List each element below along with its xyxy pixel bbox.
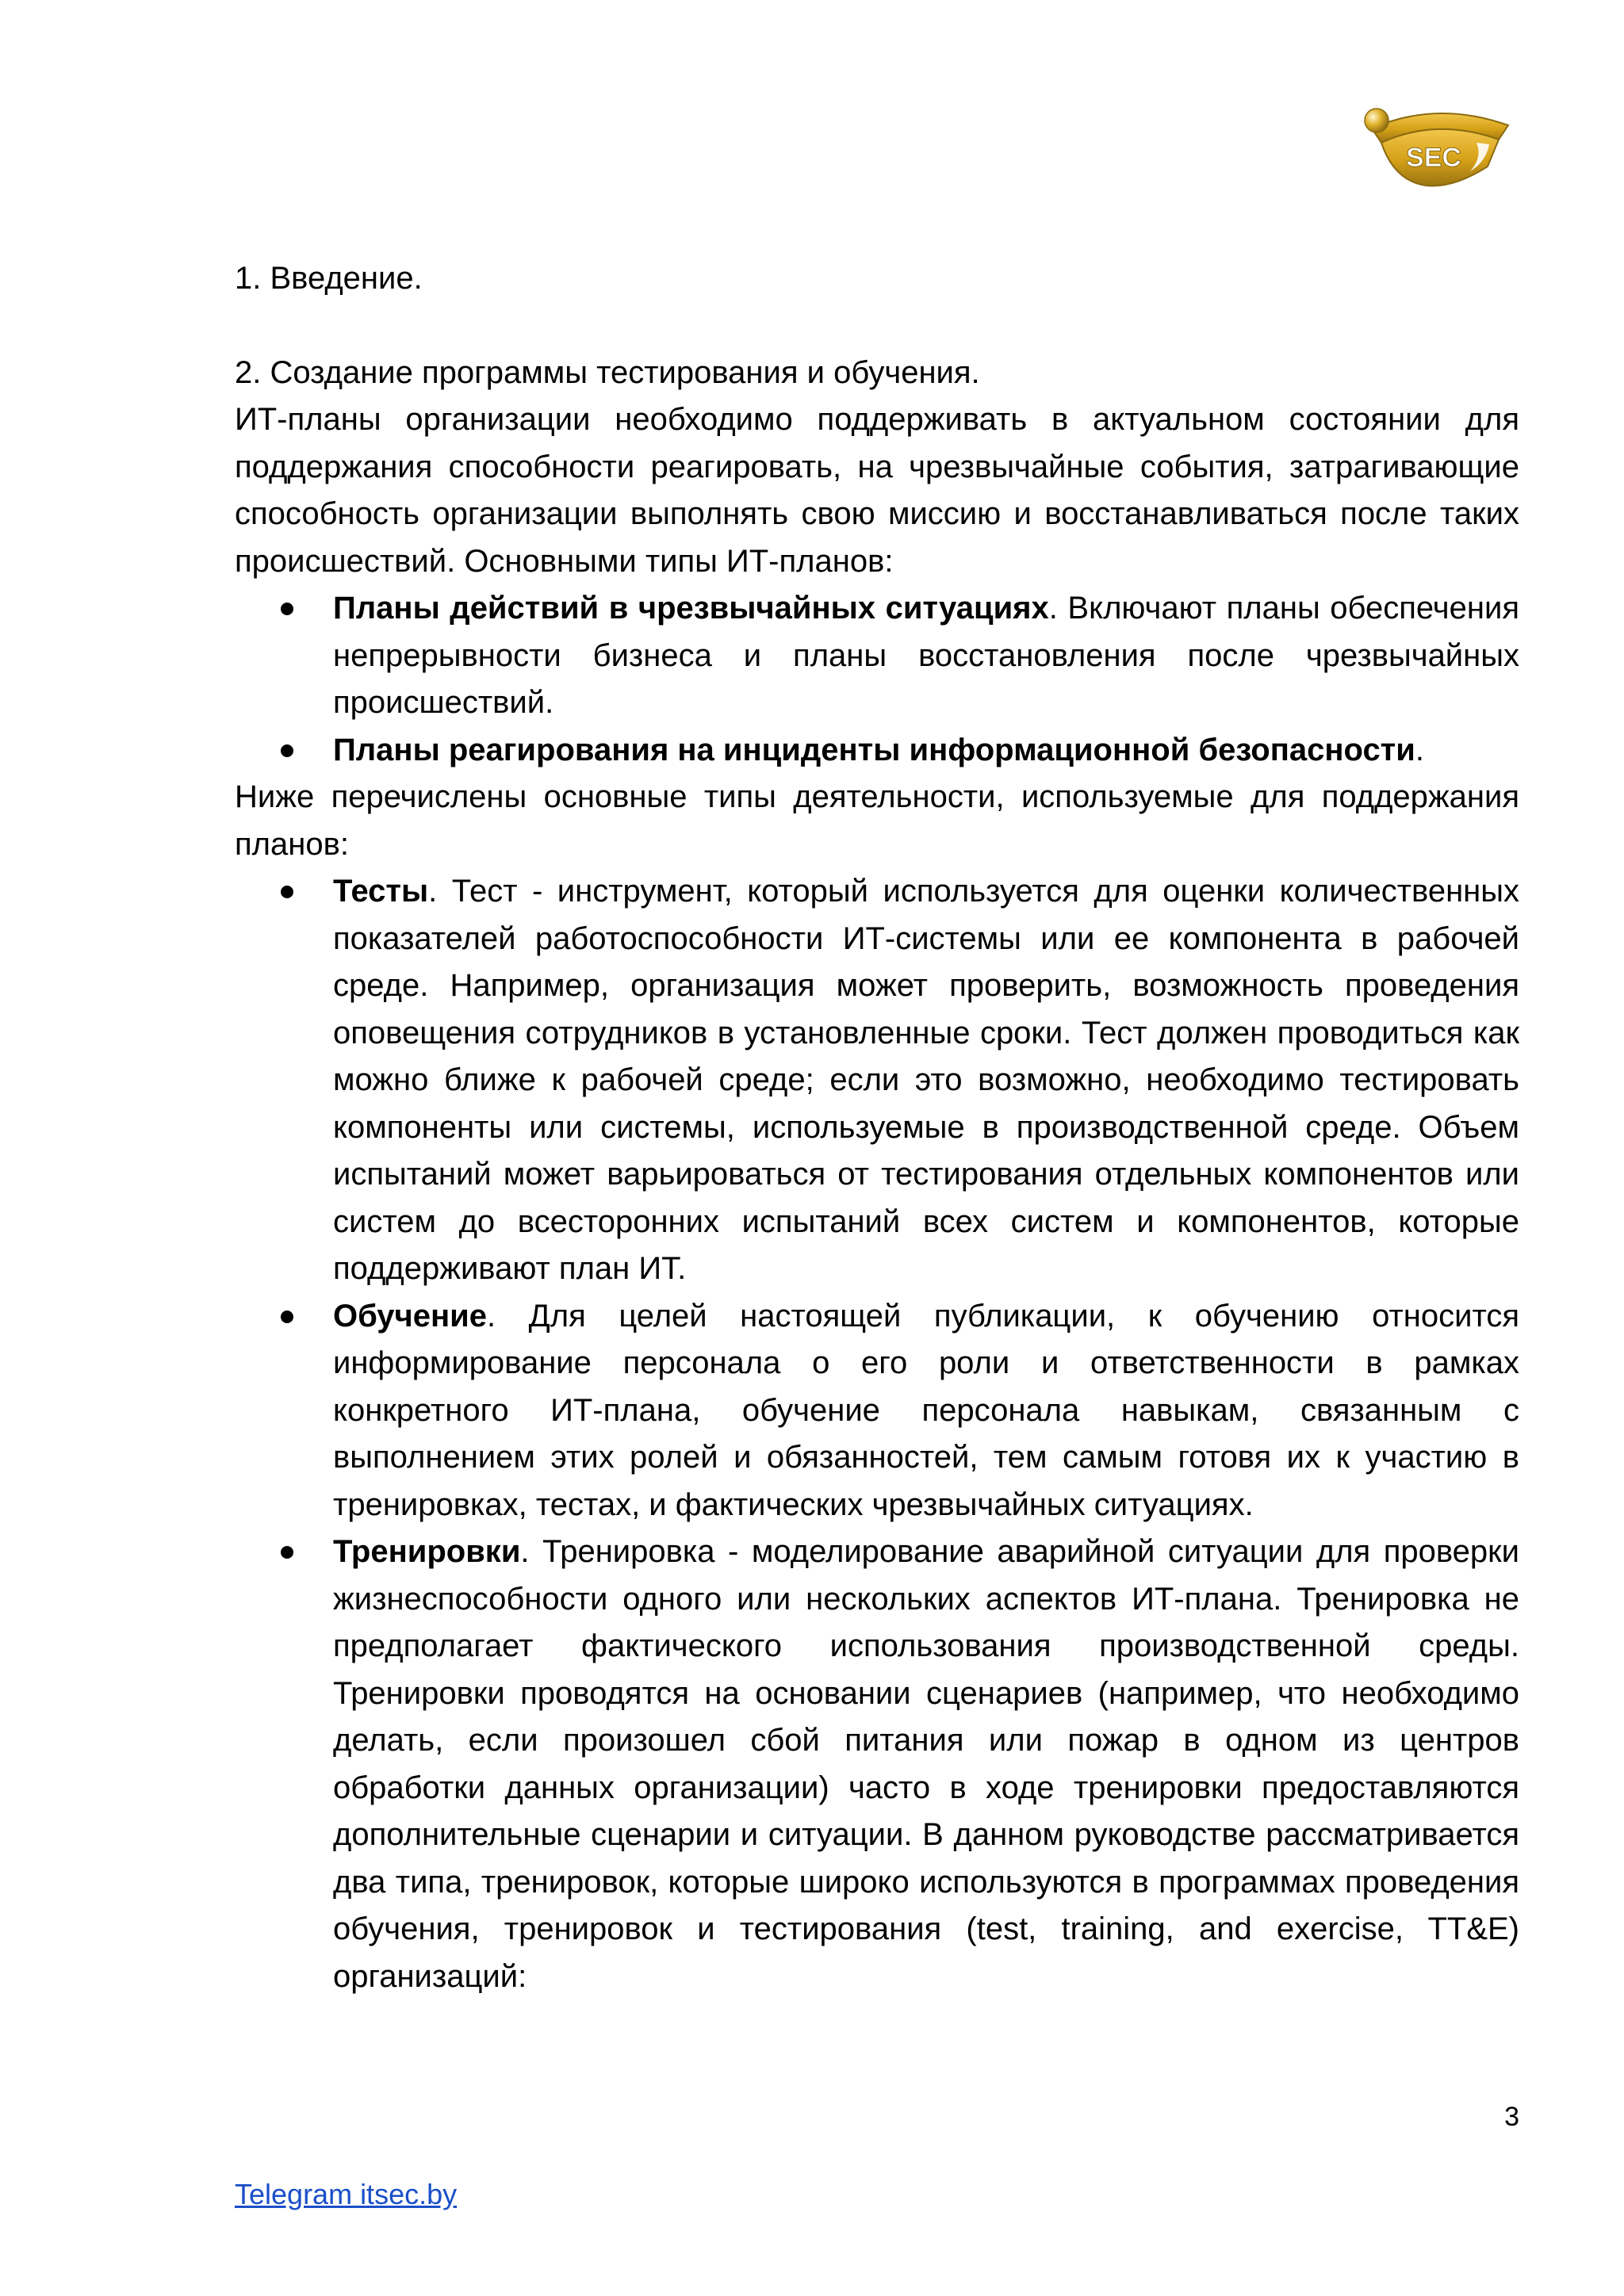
list-item [333, 727, 1519, 775]
activities-list [235, 868, 1519, 2000]
list-item [333, 1529, 1519, 2000]
heading-program: 2. Создание программы тестирования и обучения. [235, 354, 980, 390]
document-body [235, 255, 1519, 2000]
list-item [333, 585, 1519, 727]
list-item-title: Планы реагирования на инциденты информационной безопасности [333, 732, 1415, 767]
list-item-text: . Включают планы обеспечения непрерывности бизнеса и планы восстановления после чрезвычайных происшествий. [333, 591, 1519, 720]
list-item-title: Планы действий в чрезвычайных ситуациях [333, 591, 1049, 626]
list-item-text: . Для целей настоящей публикации, к обучению относится информирование персонала о его роли и ответственности в рамках конкретного ИТ-плана, обучение персонала навыкам, связанным с выполнением этих ролей и обязанностей, тем самым готовя их к участию в тренировках, тестах, и фактических чрезвычайных ситуациях. [333, 1298, 1519, 1522]
intro-paragraph: ИТ-планы организации необходимо поддерживать в актуальном состоянии для поддержания способности реагировать, на чрезвычайные события, затрагивающие способность организации выполнять свою миссию и восстанавливаться после таких происшествий. Основными типы ИТ-планов: [235, 402, 1519, 579]
page-number: 3 [1504, 2102, 1519, 2132]
telegram-link[interactable]: Telegram itsec.by [235, 2178, 458, 2210]
sec-logo-graphic [1358, 94, 1516, 195]
list-item-text: . Тренировка - моделирование аварийной ситуации для проверки жизнеспособности одного или нескольких аспектов ИТ-плана. Тренировка не предполагает фактического использования производственной среды. Тренировки проводятся на основании сценариев (например, что необходимо делать, если произошел сбой питания или пожар в одном из центров обработки данных организации) часто в ходе тренировки предоставляются дополнительные сценарии и ситуации. В данном руководстве рассматривается два типа, тренировок, которые широко используются в программах проведения обучения, тренировок и тестирования (test, training, and exercise, TT&E) организаций: [333, 1534, 1519, 1994]
list-item-title: Тесты [333, 874, 429, 909]
heading-introduction: 1. Введение. [235, 261, 423, 296]
list-item-text: . Тест - инструмент, который используется для оценки количественных показателей работоспособности ИТ-системы или ее компонента в рабочей среде. Например, организация может проверить, возможность проведения оповещения сотрудников в установленные сроки. Тест должен проводиться как можно ближе к рабочей среде; если это возможно, необходимо тестировать компоненты или системы, используемые в производственной среде. Объем испытаний может варьироваться от тестирования отдельных компонентов или систем до всесторонних испытаний всех систем и компонентов, которые поддерживают план ИТ. [333, 874, 1519, 1286]
list-item-text: . [1415, 732, 1424, 767]
sec-logo [1358, 94, 1516, 195]
list-item-title: Тренировки [333, 1534, 521, 1569]
plan-types-list [235, 585, 1519, 774]
activities-intro: Ниже перечислены основные типы деятельности, используемые для поддержания планов: [235, 779, 1519, 862]
list-item-title: Обучение [333, 1298, 488, 1334]
sec-logo-text: SEC [1406, 143, 1461, 173]
list-item [333, 1293, 1519, 1529]
list-item [333, 868, 1519, 1293]
